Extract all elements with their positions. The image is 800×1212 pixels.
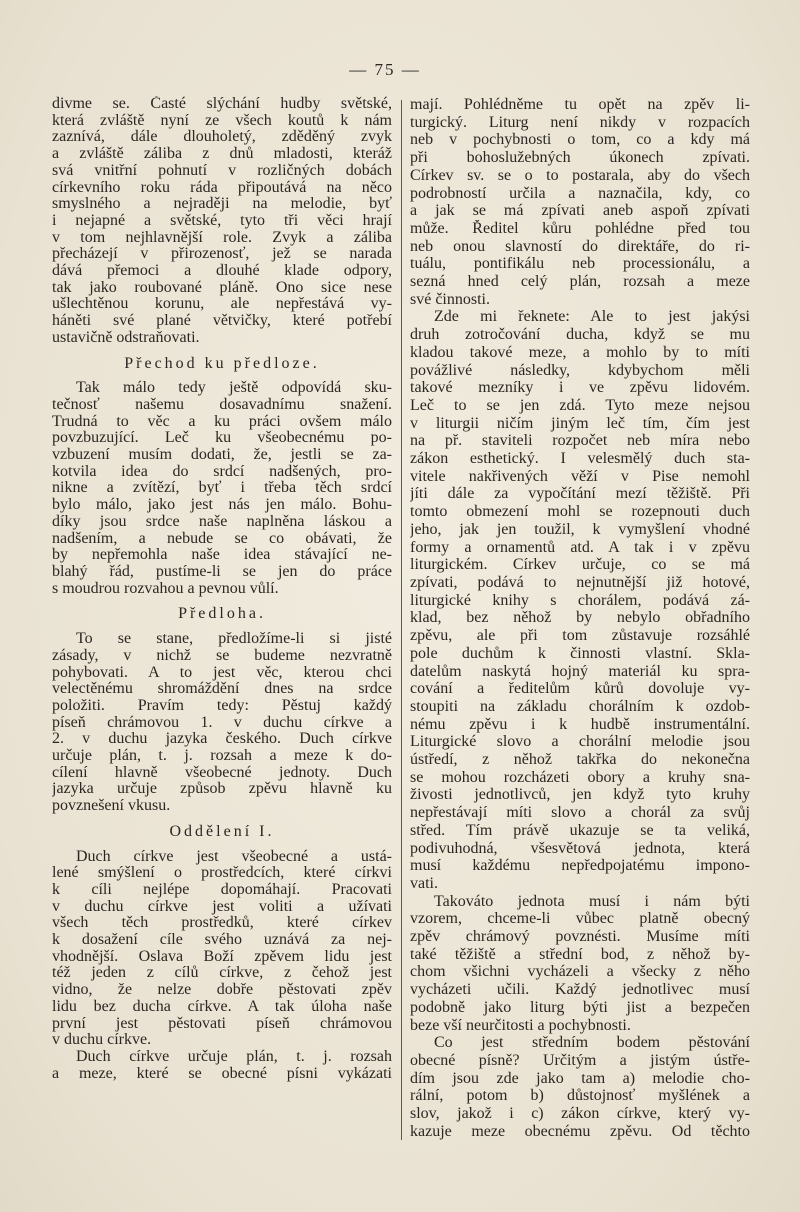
text-line: Trudná to věc a ku práci ovšem málo bbox=[52, 413, 392, 430]
paragraph bbox=[52, 96, 392, 347]
text-line: rální, potom b) důstojnosť myšlének a bbox=[410, 1087, 750, 1105]
text-line: církevního roku ráda připoutává na něco bbox=[52, 179, 392, 196]
text-line: datelům naskytá hojný materiál ku spra- bbox=[410, 662, 750, 680]
text-line: v duchu církve. bbox=[52, 1032, 152, 1049]
text-line: beze vší neurčitosti a pochybnosti. bbox=[410, 1016, 631, 1034]
text-line: kazuje meze obecnému zpěvu. Od těchto bbox=[410, 1122, 750, 1140]
text-line: formy a ornamentů atd. A tak i v zpěvu bbox=[410, 538, 750, 556]
text-line: zaznívá, dále dlouholetý, zděděný zvyk bbox=[52, 129, 392, 146]
text-line: zpívati, podává to nejnutnější již hotové, bbox=[410, 573, 750, 591]
text-line: 2. v duchu jazyka českého. Duch církve bbox=[52, 731, 392, 748]
text-line: divme se. Časté slýchání hudby světské, bbox=[52, 96, 392, 112]
text-line: cílení hlavně všeobecné jednoty. Duch bbox=[52, 764, 392, 781]
text-line: stoupiti na základu chorálním k ozdob- bbox=[410, 697, 750, 715]
text-line: díky jsou srdce naše naplněna láskou a bbox=[52, 513, 392, 530]
text-line: druh zotročování ducha, když se mu bbox=[410, 326, 750, 344]
text-line: Tak málo tedy ještě odpovídá sku- bbox=[76, 380, 392, 397]
text-line: Liturgické slovo a chorální melodie jsou bbox=[410, 733, 750, 751]
text-line: dím jsou zde jako tam a) melodie cho- bbox=[410, 1069, 750, 1087]
text-line: zpěv chrámový povznésti. Musíme míti bbox=[410, 928, 750, 946]
text-line: Takováto jednota musí i nám býti bbox=[434, 892, 750, 910]
text-line: může. Ředitel kůru pohlédne před tou bbox=[410, 219, 750, 237]
text-line: turgický. Liturg není nikdy v rozpacích bbox=[410, 113, 750, 131]
text-line: takové mezníky i ve zpěvu lidovém. bbox=[410, 379, 750, 397]
section-heading: Předloha. bbox=[178, 605, 266, 623]
text-line: tečnosť našemu dosavadnímu snažení. bbox=[52, 396, 392, 413]
text-line: sezná hned celý plán, rozsah a meze bbox=[410, 273, 750, 291]
text-line: střed. Tím právě ukazuje se ta veliká, bbox=[410, 821, 750, 839]
text-line: háněti své plané větvičky, které potřebí bbox=[52, 313, 392, 330]
text-line: a zvláště záliba z dnů mladosti, kteráž bbox=[52, 146, 392, 163]
text-line: k dosažení cíle svého uznává za nej- bbox=[52, 932, 392, 949]
text-line: též jeden z cílů církve, z čehož jest bbox=[52, 965, 392, 982]
text-line: vitele nakřivených věží v Pise nemohl bbox=[410, 467, 750, 485]
text-line: podobně jako liturg býti jist a bezpečen bbox=[410, 998, 750, 1016]
text-line: Duch církve určuje plán, t. j. rozsah bbox=[76, 1048, 392, 1065]
paragraph bbox=[410, 1034, 750, 1140]
text-line: slov, jakož i c) zákon církve, který vy- bbox=[410, 1105, 750, 1123]
text-line: nepřestávají míti slovo a chorál za svůj bbox=[410, 804, 750, 822]
text-line: bylo málo, jako jest nás jen málo. Bohu- bbox=[52, 497, 392, 514]
text-line: povznešení vkusu. bbox=[52, 798, 171, 815]
text-line: tomto obmezení mohl se rozepnouti duch bbox=[410, 503, 750, 521]
text-line: vycházeti učili. Každý jednotlivec musí bbox=[410, 981, 750, 999]
text-line: zpěvu, ale při tom zůstavuje rozsáhlé bbox=[410, 627, 750, 645]
paragraph bbox=[52, 1049, 392, 1082]
text-line: píseň chrámovou 1. v duchu církve a bbox=[52, 714, 392, 731]
text-line: nadšením, a nebude se co obávati, že bbox=[52, 530, 392, 547]
text-line: zásady, v nichž se budeme nezvratně bbox=[52, 647, 392, 664]
page-number: — 75 — bbox=[349, 60, 421, 79]
text-line: Leč to se jen zdá. Tyto meze nejsou bbox=[410, 396, 750, 414]
text-line: také těžiště a střední bod, z něhož by- bbox=[410, 945, 750, 963]
text-line: přecházejí v přirozenosť, jež se narada bbox=[52, 246, 392, 263]
text-line: kladou takové meze, a mohlo by to míti bbox=[410, 343, 750, 361]
right-column bbox=[410, 96, 750, 1140]
text-line: ústředí, z něhož takřka do nekonečna bbox=[410, 751, 750, 769]
text-line: Církev sv. se o to postarala, aby do všech bbox=[410, 166, 750, 184]
text-line: velectěnému shromáždění dnes na srdce bbox=[52, 681, 392, 698]
text-line: podivuhodná, všesvětová jednota, která bbox=[410, 839, 750, 857]
text-line: ušlechtěnou korunu, ale nepřestává vy- bbox=[52, 296, 392, 313]
text-line: neb onou slavností do direktáře, do ri- bbox=[410, 237, 750, 255]
text-line: a jak se má zpívati aneb aspoň zpívati bbox=[410, 202, 750, 220]
text-line: v liturgii ničím jiným leč tím, čím jest bbox=[410, 414, 750, 432]
text-line: tuálu, pontifikálu neb processionálu, a bbox=[410, 255, 750, 273]
text-line: lené smýšlení o prostředcích, které církvi bbox=[52, 865, 392, 882]
text-line: by nepřemohla naše idea stávající ne- bbox=[52, 547, 392, 564]
text-line: vidno, že nelze dobře pěstovati zpěv bbox=[52, 982, 392, 999]
text-line: a meze, které se obecné písni vykázati bbox=[52, 1065, 392, 1082]
text-line: Zde mi řeknete: Ale to jest jakýsi bbox=[434, 308, 750, 326]
text-line: v tom nejhlavnější role. Zvyk a záliba bbox=[52, 229, 392, 246]
text-line: vzorem, chceme-li vůbec platně obecný bbox=[410, 910, 750, 928]
text-line: pohybovati. A to jest věc, kterou chci bbox=[52, 664, 392, 681]
text-line: kotvila idea do srdcí nadšených, pro- bbox=[52, 463, 392, 480]
paragraph bbox=[52, 849, 392, 1049]
text-line: tak jako roubované pláně. Ono sice nese bbox=[52, 279, 392, 296]
text-line: živosti jednotlivců, jen když tyto kruhy bbox=[410, 786, 750, 804]
text-line: smyslného a nejraději na melodie, byť bbox=[52, 196, 392, 213]
text-line: zákon esthetický. I velesmělý duch sta- bbox=[410, 450, 750, 468]
left-column bbox=[52, 96, 392, 1082]
text-line: vzbuzení musím dodati, že, jestli se za- bbox=[52, 447, 392, 464]
text-line: která zvláště nyní ze všech koutů k nám bbox=[52, 112, 392, 129]
text-line: s moudrou rozvahou a pevnou vůlí. bbox=[52, 580, 279, 597]
section-heading: Oddělení I. bbox=[169, 822, 275, 840]
paragraph bbox=[410, 893, 750, 1035]
text-line: liturgické knihy s chorálem, podává zá- bbox=[410, 591, 750, 609]
text-line: určuje plán, t. j. rozsah a meze k do- bbox=[52, 748, 392, 765]
text-line: chom všichni vycházeli a všecky z něho bbox=[410, 963, 750, 981]
text-line: liturgickém. Církev určuje, co se má bbox=[410, 556, 750, 574]
text-line: musí každému nepředpojatému impono- bbox=[410, 857, 750, 875]
text-line: lidu bez ducha církve. A tak úloha naše bbox=[52, 998, 392, 1015]
text-line: jazyka určuje způsob zpěvu hlavně ku bbox=[52, 781, 392, 798]
text-line: klad, bez něhož by nebylo obřadního bbox=[410, 609, 750, 627]
text-line: blahý řád, pustíme-li se jen do práce bbox=[52, 563, 392, 580]
paragraph bbox=[52, 631, 392, 815]
text-line: povzbuzující. Leč ku všeobecnému po- bbox=[52, 430, 392, 447]
text-line: na př. staviteli rozpočet neb míra nebo bbox=[410, 432, 750, 450]
text-line: mají. Pohlédněme tu opět na zpěv li- bbox=[410, 96, 750, 113]
text-line: pole duchům k činnosti vlastní. Skla- bbox=[410, 644, 750, 662]
section-heading: Přechod ku předloze. bbox=[124, 354, 320, 372]
text-line: Duch církve jest všeobecné a ustá- bbox=[76, 848, 392, 865]
text-line: dává přemoci a dlouhé klade odpory, bbox=[52, 263, 392, 280]
text-line: položiti. Pravím tedy: Pěstuj každý bbox=[52, 697, 392, 714]
text-line: To se stane, předložíme-li si jisté bbox=[76, 631, 392, 648]
text-line: cování a ředitelům kůrů dovoluje vy- bbox=[410, 680, 750, 698]
column-divider bbox=[401, 100, 402, 1140]
text-line: první jest pěstovati píseň chrámovou bbox=[52, 1015, 392, 1032]
text-line: nému zpěvu i k hudbě instrumentální. bbox=[410, 715, 750, 733]
paragraph bbox=[52, 380, 392, 597]
text-line: ustavičně odstraňovati. bbox=[52, 329, 200, 346]
text-line: své činnosti. bbox=[410, 290, 490, 308]
text-line: povážlivé následky, kdybychom měli bbox=[410, 361, 750, 379]
paragraph bbox=[410, 308, 750, 892]
text-line: i nejapné a světské, tyto tři věci hrají bbox=[52, 212, 392, 229]
text-line: k cíli nejlépe dopomáhají. Pracovati bbox=[52, 881, 392, 898]
text-line: všech těch prostředků, které církev bbox=[52, 915, 392, 932]
text-line: v duchu církve jest voliti a užívati bbox=[52, 898, 392, 915]
text-line: jeho, jak jen toužil, k vymyšlení vhodné bbox=[410, 520, 750, 538]
text-line: podrobností určila a naznačila, kdy, co bbox=[410, 184, 750, 202]
text-line: při bohoslužebných úkonech zpívati. bbox=[410, 149, 750, 167]
text-line: vati. bbox=[410, 874, 438, 892]
paragraph bbox=[410, 96, 750, 308]
text-line: jíti dále za vypočítání mezí těžiště. Při bbox=[410, 485, 750, 503]
text-line: obecné písně? Určitým a jistým ústře- bbox=[410, 1051, 750, 1069]
text-line: Co jest středním bodem pěstování bbox=[434, 1034, 750, 1052]
text-line: neb v pochybnosti o tom, co a kdy má bbox=[410, 131, 750, 149]
text-line: svá vnitřní pohnutí v rozličných dobách bbox=[52, 162, 392, 179]
text-line: nikne a zvítězí, byť i třeba těch srdcí bbox=[52, 480, 392, 497]
text-line: se mohou rozcházeti obory a kruhy sna- bbox=[410, 768, 750, 786]
text-line: vhodnější. Oslava Boží zpěvem lidu jest bbox=[52, 948, 392, 965]
